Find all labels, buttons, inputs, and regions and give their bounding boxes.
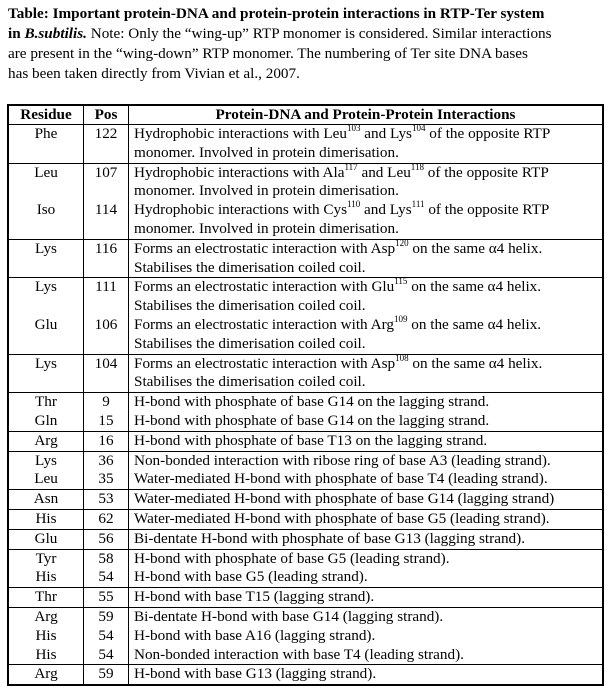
table-row — [8, 278, 603, 316]
table-row — [8, 607, 603, 626]
interaction-cell — [129, 201, 604, 239]
residue-cell: Arg — [8, 431, 84, 451]
interaction-line — [134, 335, 602, 354]
position-cell: 54 — [84, 627, 129, 646]
interaction-line — [134, 627, 602, 646]
interaction-line — [134, 220, 602, 239]
interaction-cell — [129, 470, 604, 489]
header-residue: Residue — [8, 105, 84, 125]
interaction-line — [134, 432, 602, 451]
interaction-line — [134, 278, 602, 297]
interaction-text: H-bond with phosphate of base G5 (leading strand). — [134, 549, 450, 567]
residue-cell: Leu — [8, 470, 84, 489]
residue-number-superscript: 120 — [395, 237, 409, 248]
position-cell: 58 — [84, 549, 129, 568]
interaction-cell — [129, 313, 604, 354]
residue-cell: Phe — [8, 125, 84, 164]
residue-cell: Glu — [8, 316, 84, 354]
interaction-cell — [129, 509, 604, 529]
residue-number-superscript: 110 — [347, 199, 361, 210]
interaction-line — [134, 144, 602, 163]
residue-cell: Tyr — [8, 549, 84, 568]
interaction-cell — [129, 125, 604, 164]
residue-number-superscript: 109 — [393, 313, 408, 324]
interaction-line — [134, 161, 602, 183]
interaction-cell — [129, 529, 604, 549]
interaction-line — [134, 510, 602, 529]
species-name: B.subtilis. — [24, 25, 87, 42]
interaction-line — [134, 125, 602, 144]
position-cell: 35 — [84, 470, 129, 489]
residue-cell: Leu — [8, 163, 84, 201]
position-cell: 106 — [84, 316, 129, 354]
interaction-text: and Lys — [360, 125, 412, 142]
residue-number-superscript: 117 — [344, 161, 358, 172]
interaction-text: Stabilises the dimerisation coiled coil. — [134, 373, 366, 391]
position-cell: 15 — [84, 412, 129, 431]
interaction-text: H-bond with base T15 (lagging strand). — [134, 588, 375, 606]
table-row — [8, 354, 603, 393]
interaction-text: monomer. Involved in protein dimerisation. — [134, 219, 399, 237]
interaction-text: H-bond with base G5 (leading strand). — [134, 568, 368, 586]
interaction-line — [134, 530, 602, 549]
position-cell: 53 — [84, 490, 129, 510]
table-row — [8, 239, 603, 278]
residue-cell: Arg — [8, 607, 84, 626]
residue-number-superscript: 118 — [410, 161, 424, 172]
interaction-line — [134, 550, 602, 569]
table-row — [8, 451, 603, 470]
interaction-text: Stabilises the dimerisation coiled coil. — [134, 297, 366, 315]
position-cell: 36 — [84, 451, 129, 470]
table-row — [8, 393, 603, 412]
table-row — [8, 588, 603, 608]
interaction-text: Forms an electrostatic interaction with Glu — [134, 278, 395, 296]
position-cell: 55 — [84, 588, 129, 608]
residue-cell: Lys — [8, 278, 84, 316]
interaction-cell — [129, 451, 604, 470]
interaction-text: H-bond with base G13 (lagging strand). — [134, 665, 377, 683]
interaction-text: Non-bonded interaction with base T4 (leading strand). — [134, 645, 464, 663]
header-pos: Pos — [84, 105, 129, 125]
table-row — [8, 568, 603, 587]
table-row — [8, 490, 603, 510]
interaction-text: on the same α4 helix. — [408, 354, 543, 372]
position-cell: 107 — [84, 163, 129, 201]
caption-note: Note: Only the “wing-up” RTP monomer is considered. Similar interactions — [86, 25, 552, 42]
interaction-line — [134, 665, 602, 684]
residue-cell: His — [8, 627, 84, 646]
interaction-text: Forms an electrostatic interaction with Arg — [134, 315, 394, 333]
residue-cell: Thr — [8, 588, 84, 608]
table-row — [8, 646, 603, 665]
interaction-text: Forms an electrostatic interaction with Asp — [134, 239, 396, 257]
interaction-cell — [129, 665, 604, 685]
table-row — [8, 412, 603, 431]
residue-cell: Gln — [8, 412, 84, 431]
residue-cell: His — [8, 646, 84, 665]
interaction-line — [134, 452, 602, 471]
interaction-text: and Lys — [360, 201, 412, 219]
interaction-line — [134, 373, 602, 392]
table-row — [8, 627, 603, 646]
interaction-text: Water-mediated H-bond with phosphate of base T4 (leading strand). — [134, 470, 548, 488]
residue-number-superscript: 103 — [347, 123, 361, 133]
position-cell: 16 — [84, 431, 129, 451]
interaction-line — [134, 297, 602, 316]
table-caption — [8, 4, 552, 84]
interaction-line — [134, 313, 602, 335]
residue-cell: Thr — [8, 393, 84, 412]
interaction-text: Stabilises the dimerisation coiled coil. — [134, 258, 366, 276]
interaction-cell — [129, 431, 604, 451]
header-row — [8, 105, 603, 125]
interaction-text: Water-mediated H-bond with phosphate of base G5 (leading strand). — [134, 509, 550, 527]
interaction-cell — [129, 412, 604, 431]
position-cell: 116 — [84, 239, 129, 278]
interaction-cell — [129, 549, 604, 568]
header-interactions: Protein-DNA and Protein-Protein Interactions — [129, 105, 604, 125]
position-cell: 54 — [84, 646, 129, 665]
interaction-text: H-bond with phosphate of base G14 on the lagging strand. — [134, 411, 490, 429]
residue-cell: His — [8, 509, 84, 529]
interactions-table — [7, 104, 604, 686]
interaction-line — [134, 412, 602, 431]
interaction-text: H-bond with phosphate of base T13 on the lagging strand. — [134, 431, 488, 449]
residue-cell: Lys — [8, 239, 84, 278]
interaction-cell — [129, 607, 604, 626]
interaction-text: Stabilises the dimerisation coiled coil. — [134, 334, 366, 352]
residue-cell: His — [8, 568, 84, 587]
interaction-text: Forms an electrostatic interaction with Asp — [134, 354, 396, 372]
residue-cell: Glu — [8, 529, 84, 549]
interaction-line — [134, 182, 602, 201]
interaction-cell — [129, 393, 604, 412]
interaction-text: monomer. Involved in protein dimerisation. — [134, 143, 399, 161]
position-cell: 54 — [84, 568, 129, 587]
position-cell: 59 — [84, 665, 129, 685]
interaction-cell — [129, 588, 604, 608]
interaction-cell — [129, 490, 604, 510]
interaction-text: on the same α4 helix. — [407, 315, 542, 333]
caption-note: are present in the “wing-down” RTP monomer. The numbering of Ter site DNA bases — [8, 45, 528, 62]
interaction-text: of the opposite RTP — [424, 201, 550, 219]
interaction-line — [134, 352, 602, 374]
table-row — [8, 549, 603, 568]
interaction-text: Bi-dentate H-bond with base G14 (lagging strand). — [134, 607, 444, 625]
position-cell: 111 — [84, 278, 129, 316]
position-cell: 122 — [84, 125, 129, 164]
interaction-line — [134, 201, 602, 220]
interaction-line — [134, 490, 602, 509]
caption-title-end: in — [8, 25, 25, 42]
residue-number-superscript: 108 — [395, 352, 409, 363]
interaction-cell — [129, 627, 604, 646]
interaction-text: Hydrophobic interactions with Ala — [134, 163, 345, 181]
interaction-text: on the same α4 helix. — [408, 239, 543, 257]
position-cell: 9 — [84, 393, 129, 412]
interaction-cell — [129, 354, 604, 393]
interaction-line — [134, 393, 602, 412]
table-row — [8, 316, 603, 354]
table-row — [8, 509, 603, 529]
table-row — [8, 470, 603, 489]
interaction-cell — [129, 239, 604, 278]
interaction-line — [134, 588, 602, 607]
caption-title: Table: Important protein-DNA and protein-protein interactions in RTP-Ter system — [8, 5, 545, 22]
residue-cell: Iso — [8, 201, 84, 239]
residue-cell: Arg — [8, 665, 84, 685]
interaction-text: H-bond with phosphate of base G14 on the lagging strand. — [134, 393, 490, 411]
interaction-text: and Leu — [357, 163, 411, 181]
table-row — [8, 529, 603, 549]
interaction-cell — [129, 163, 604, 201]
interaction-text: Non-bonded interaction with ribose ring of base A3 (leading strand). — [134, 451, 551, 469]
residue-cell: Lys — [8, 451, 84, 470]
interaction-line — [134, 259, 602, 278]
residue-number-superscript: 104 — [411, 123, 426, 133]
interaction-cell — [129, 646, 604, 665]
interaction-cell — [129, 568, 604, 587]
position-cell: 56 — [84, 529, 129, 549]
residue-number-superscript: 111 — [411, 199, 425, 210]
interaction-text: Bi-dentate H-bond with phosphate of base G13 (lagging strand). — [134, 529, 525, 547]
interaction-line — [134, 568, 602, 587]
interaction-text: Hydrophobic interactions with Cys — [134, 201, 348, 219]
interaction-text: Water-mediated H-bond with phosphate of base G14 (lagging strand) — [134, 490, 555, 508]
position-cell: 62 — [84, 509, 129, 529]
table-row — [8, 163, 603, 201]
residue-cell: Asn — [8, 490, 84, 510]
interaction-text: monomer. Involved in protein dimerisation. — [134, 182, 399, 200]
residue-cell: Lys — [8, 354, 84, 393]
caption-note: has been taken directly from Vivian et al., 2007. — [8, 65, 300, 82]
position-cell: 114 — [84, 201, 129, 239]
residue-number-superscript: 115 — [394, 276, 408, 287]
interaction-line — [134, 608, 602, 627]
interaction-text: of the opposite RTP — [425, 125, 551, 142]
interaction-line — [134, 237, 602, 259]
interaction-text: of the opposite RTP — [423, 163, 549, 181]
interaction-line — [134, 470, 602, 489]
table-row — [8, 125, 603, 164]
table-row — [8, 201, 603, 239]
interaction-text: Hydrophobic interactions with Leu — [134, 125, 347, 142]
interaction-text: on the same α4 helix. — [407, 278, 542, 296]
interaction-line — [134, 646, 602, 665]
position-cell: 104 — [84, 354, 129, 393]
position-cell: 59 — [84, 607, 129, 626]
table-row — [8, 431, 603, 451]
interaction-cell — [129, 278, 604, 316]
interaction-text: H-bond with base A16 (lagging strand). — [134, 626, 376, 644]
table-row — [8, 665, 603, 685]
